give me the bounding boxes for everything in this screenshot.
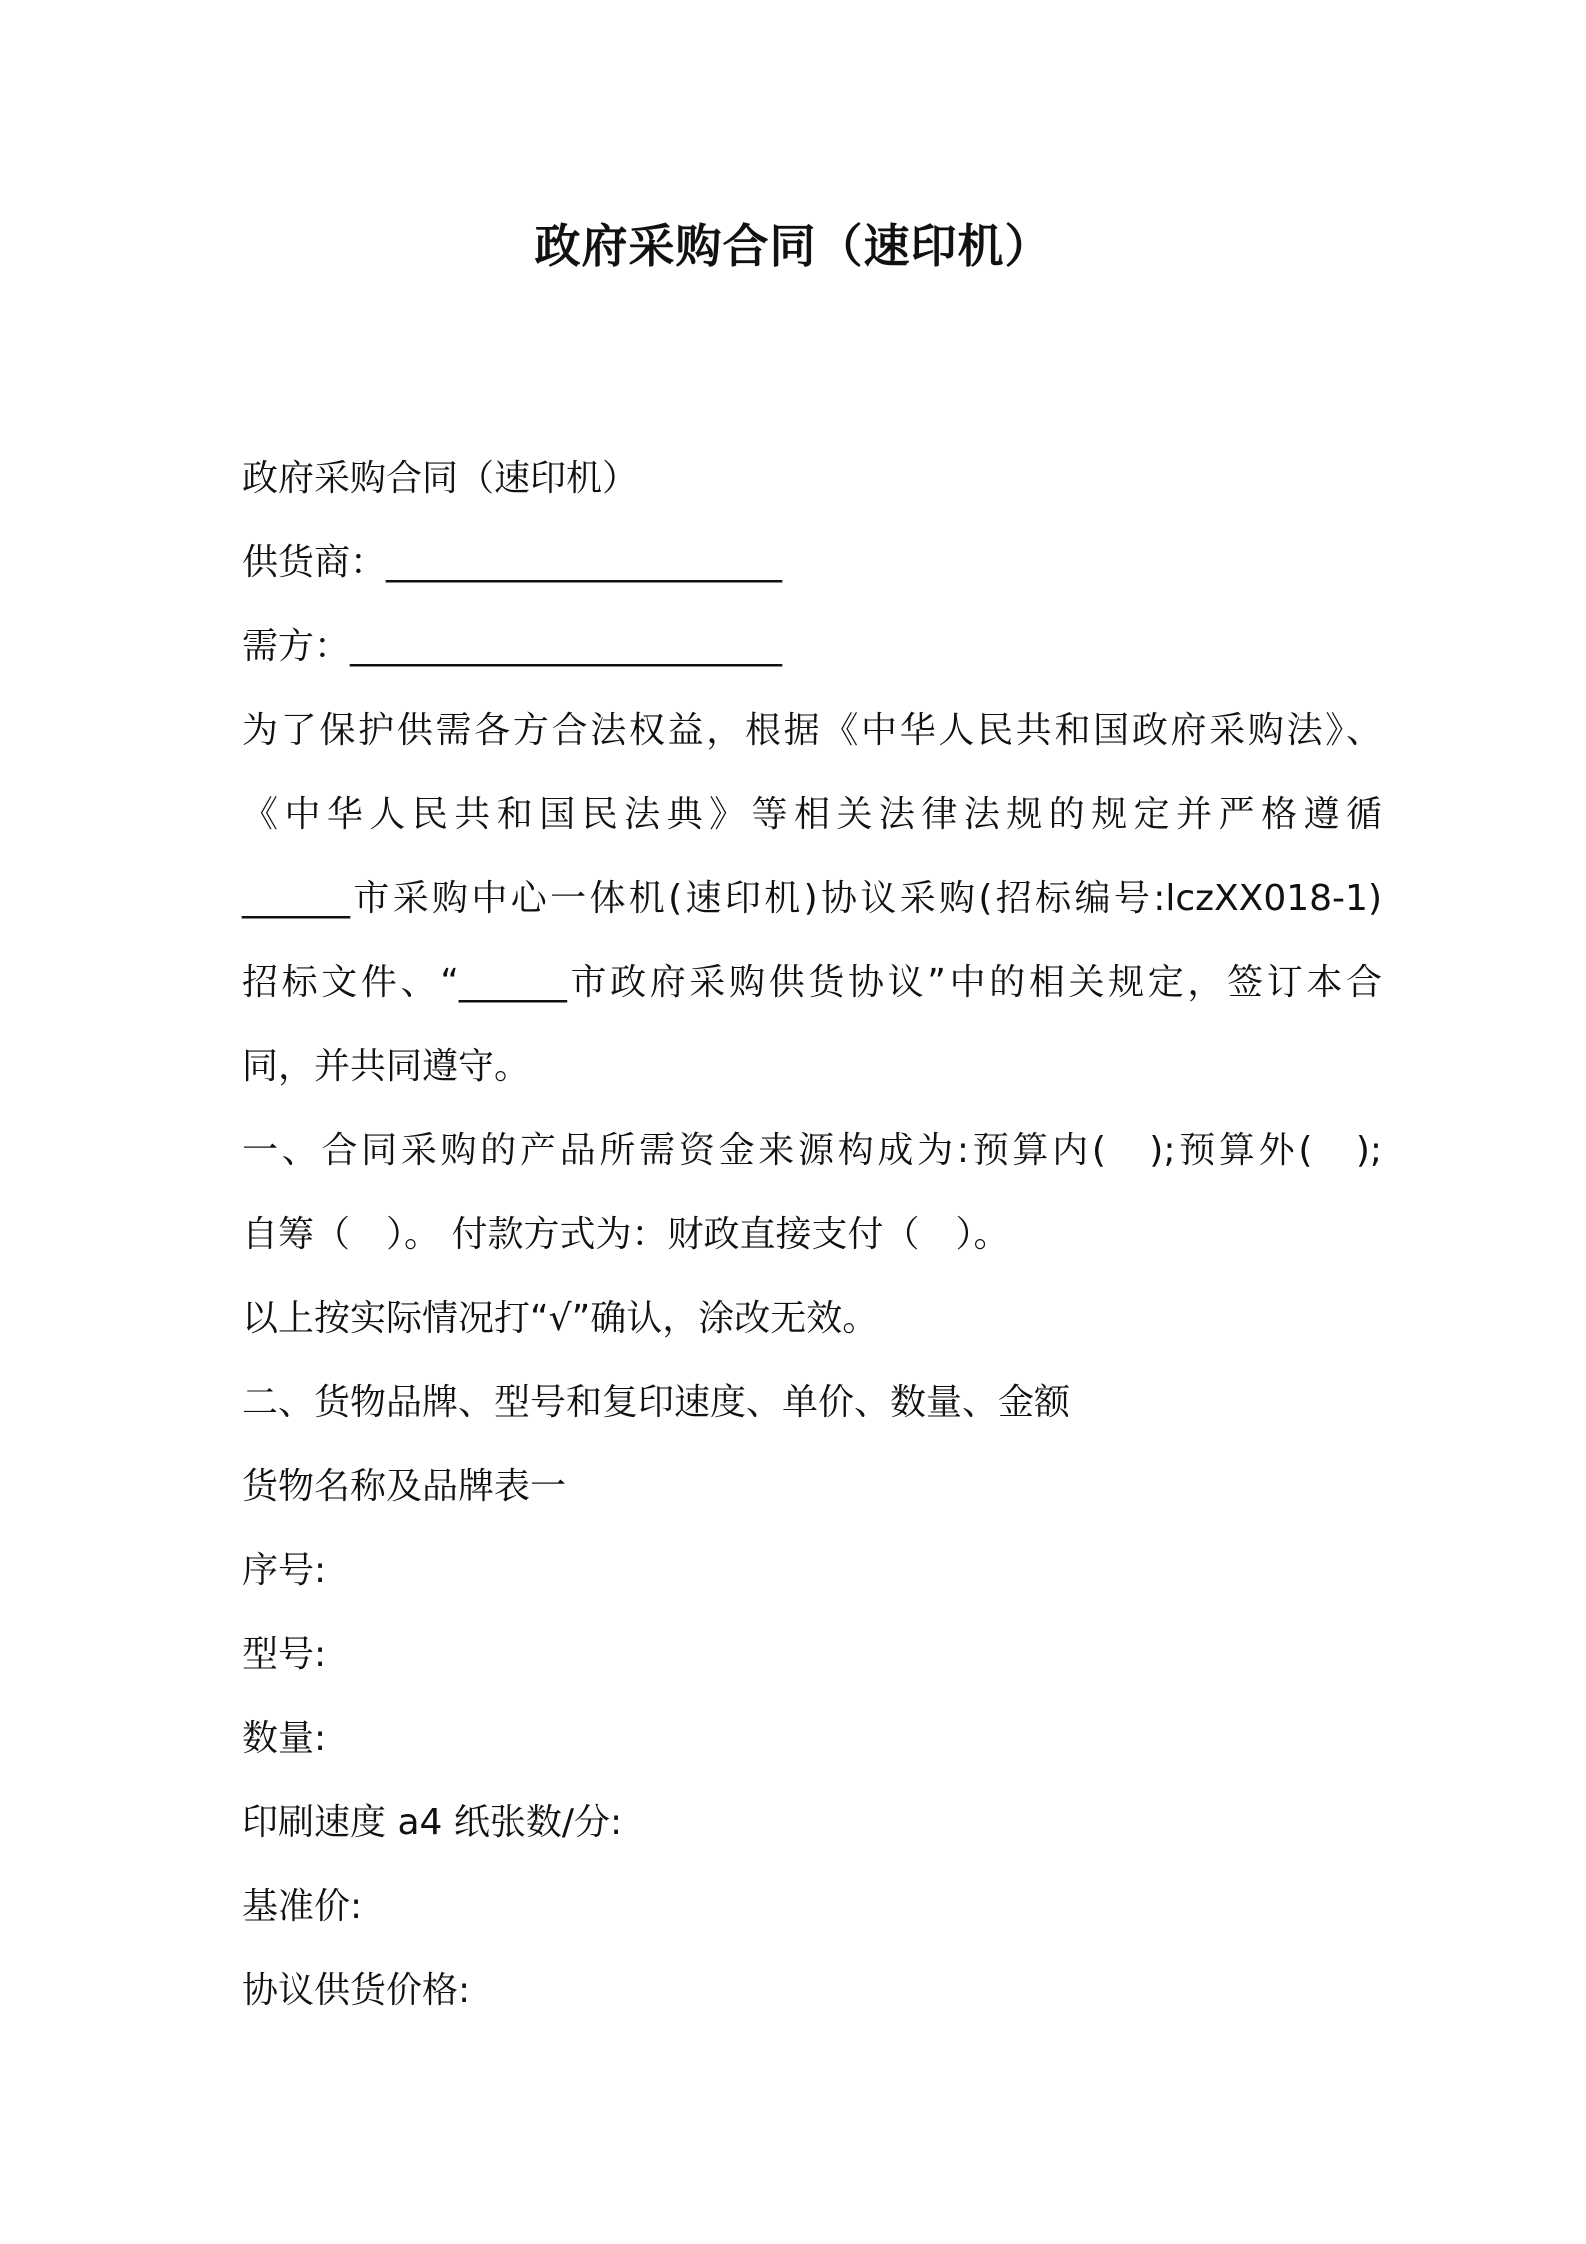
preamble-line-2: 《中华人民共和国民法典》等相关法律法规的规定并严格遵循 bbox=[242, 794, 1382, 835]
field-agreement-price: 协议供货价格: bbox=[242, 1970, 471, 2011]
clause-two-heading: 二、货物品牌、型号和复印速度、单价、数量、金额 bbox=[242, 1382, 1071, 1423]
field-print-speed: 印刷速度 a4 纸张数/分: bbox=[242, 1802, 623, 1843]
clause-one-line-2: 自筹（ ）。 付款方式为：财政直接支付（ ）。 bbox=[242, 1214, 1010, 1255]
clause-one-line-1: 一、合同采购的产品所需资金来源构成为:预算内( );预算外( ); bbox=[242, 1130, 1382, 1171]
field-base-price: 基准价: bbox=[242, 1886, 363, 1927]
field-quantity: 数量: bbox=[242, 1718, 327, 1759]
table-caption: 货物名称及品牌表一 bbox=[242, 1466, 567, 1507]
preamble-line-4: 招标文件、“______市政府采购供货协议”中的相关规定，签订本合 bbox=[242, 962, 1382, 1003]
document-title: 政府采购合同（速印机） bbox=[534, 219, 1052, 273]
field-model: 型号: bbox=[242, 1634, 327, 1675]
preamble-line-3: ______市采购中心一体机(速印机)协议采购(招标编号:lczXX018-1) bbox=[242, 878, 1382, 919]
field-serial-number: 序号: bbox=[242, 1550, 327, 1591]
buyer-line: 需方：________________________ bbox=[242, 626, 783, 667]
preamble-line-5: 同，并共同遵守。 bbox=[242, 1046, 531, 1087]
confirm-note-line: 以上按实际情况打“√”确认，涂改无效。 bbox=[242, 1298, 879, 1339]
subtitle-line: 政府采购合同（速印机） bbox=[242, 458, 639, 499]
supplier-line: 供货商：______________________ bbox=[242, 542, 783, 583]
preamble-line-1: 为了保护供需各方合法权益，根据《中华人民共和国政府采购法》、 bbox=[242, 710, 1382, 751]
